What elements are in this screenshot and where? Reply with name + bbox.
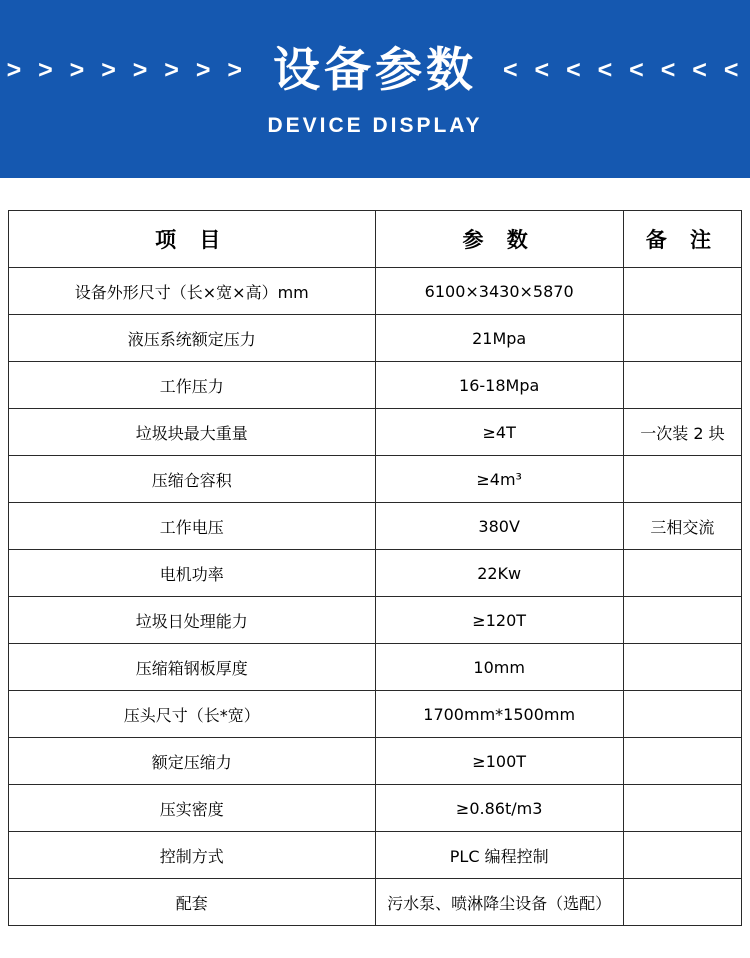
- row-note: [623, 879, 741, 926]
- header-note: 备 注: [623, 211, 741, 268]
- row-param: ≥120T: [375, 597, 623, 644]
- table-row: [9, 785, 742, 832]
- row-item: 压缩箱钢板厚度: [9, 644, 376, 691]
- table-row: [9, 644, 742, 691]
- row-item: 压缩仓容积: [9, 456, 376, 503]
- row-param: 22Kw: [375, 550, 623, 597]
- table-row: [9, 738, 742, 785]
- row-param: ≥100T: [375, 738, 623, 785]
- row-param: PLC 编程控制: [375, 832, 623, 879]
- row-note: 三相交流: [623, 503, 741, 550]
- row-note: [623, 268, 741, 315]
- table-row: [9, 550, 742, 597]
- table-row: [9, 456, 742, 503]
- row-param: 16-18Mpa: [375, 362, 623, 409]
- row-note: [623, 550, 741, 597]
- row-note: 一次装 2 块: [623, 409, 741, 456]
- page-banner: [0, 0, 750, 178]
- row-param: ≥4m³: [375, 456, 623, 503]
- row-item: 电机功率: [9, 550, 376, 597]
- row-item: 设备外形尺寸（长×宽×高）mm: [9, 268, 376, 315]
- row-note: [623, 597, 741, 644]
- banner-title-row: [0, 42, 750, 98]
- row-item: 配套: [9, 879, 376, 926]
- row-note: [623, 362, 741, 409]
- header-item: 项 目: [9, 211, 376, 268]
- table-row: [9, 597, 742, 644]
- row-param: 21Mpa: [375, 315, 623, 362]
- row-item: 垃圾块最大重量: [9, 409, 376, 456]
- row-param: 6100×3430×5870: [375, 268, 623, 315]
- row-param: ≥4T: [375, 409, 623, 456]
- device-spec-table: [8, 210, 742, 926]
- row-item: 压实密度: [9, 785, 376, 832]
- table-row: [9, 409, 742, 456]
- table-row: [9, 362, 742, 409]
- row-item: 工作压力: [9, 362, 376, 409]
- banner-content: [0, 0, 750, 178]
- table-row: [9, 691, 742, 738]
- row-item: 工作电压: [9, 503, 376, 550]
- spec-table-container: [0, 178, 750, 926]
- row-item: 垃圾日处理能力: [9, 597, 376, 644]
- row-note: [623, 644, 741, 691]
- row-note: [623, 785, 741, 832]
- left-arrows-decoration: > > > > > > > >: [6, 55, 247, 84]
- table-body: [9, 268, 742, 926]
- table-row: [9, 268, 742, 315]
- page-subtitle: DEVICE DISPLAY: [267, 113, 483, 137]
- row-note: [623, 691, 741, 738]
- header-param: 参 数: [375, 211, 623, 268]
- row-param: ≥0.86t/m3: [375, 785, 623, 832]
- table-row: [9, 315, 742, 362]
- row-item: 压头尺寸（长*宽）: [9, 691, 376, 738]
- table-row: [9, 503, 742, 550]
- row-note: [623, 456, 741, 503]
- row-note: [623, 832, 741, 879]
- row-param: 污水泵、喷淋降尘设备（选配）: [375, 879, 623, 926]
- table-row: [9, 879, 742, 926]
- row-note: [623, 315, 741, 362]
- table-row: [9, 832, 742, 879]
- row-note: [623, 738, 741, 785]
- row-item: 额定压缩力: [9, 738, 376, 785]
- table-header-row: [9, 211, 742, 268]
- row-param: 10mm: [375, 644, 623, 691]
- row-param: 1700mm*1500mm: [375, 691, 623, 738]
- table-header: [9, 211, 742, 268]
- row-param: 380V: [375, 503, 623, 550]
- row-item: 控制方式: [9, 832, 376, 879]
- page-title: 设备参数: [273, 42, 477, 98]
- right-arrows-decoration: < < < < < < < <: [503, 55, 744, 84]
- row-item: 液压系统额定压力: [9, 315, 376, 362]
